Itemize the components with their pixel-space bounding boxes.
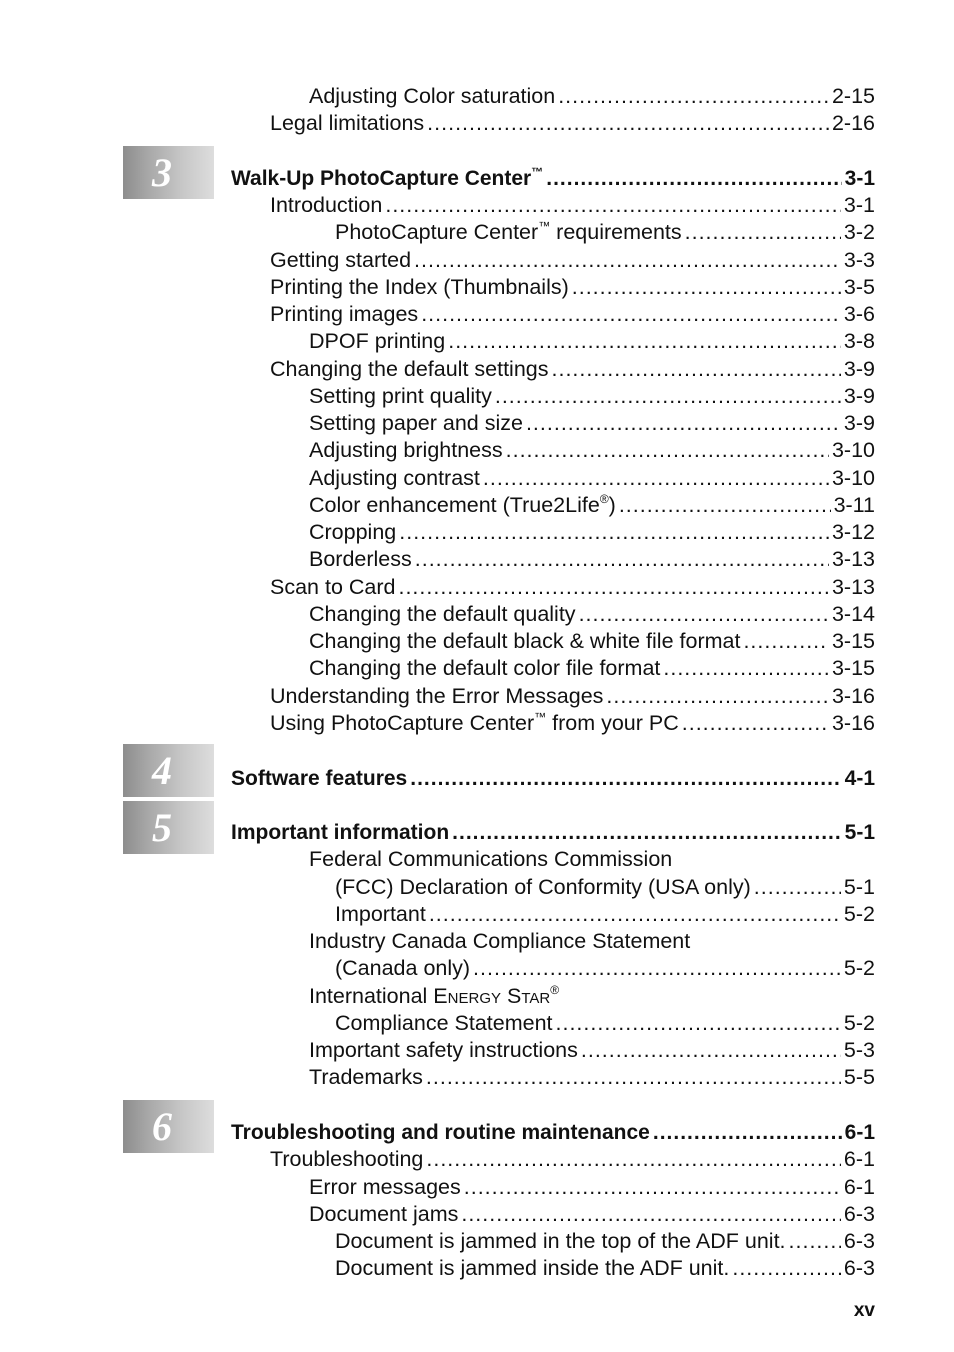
- toc-entry-title: Troubleshooting: [270, 1147, 424, 1171]
- toc-entry-title: Color enhancement (True2Life: [309, 493, 600, 517]
- toc-entry-title: Getting started: [270, 248, 412, 272]
- toc-entry-page: 5-5: [843, 1065, 875, 1089]
- toc-entry-page: 3-1: [843, 193, 875, 217]
- toc-entry-title: Changing the default settings: [270, 357, 549, 381]
- toc-entry-title: (FCC) Declaration of Conformity (USA only): [335, 875, 751, 899]
- toc-entry[interactable]: [270, 247, 875, 274]
- toc-entry-title: Changing the default quality: [309, 602, 576, 626]
- toc-entry-title: Important safety instructions: [309, 1038, 578, 1062]
- toc-entry-page: 6-1: [844, 1121, 875, 1144]
- dot-leader: [506, 437, 829, 464]
- toc-chapter-heading[interactable]: [231, 1119, 875, 1146]
- toc-entry-page: 3-12: [831, 520, 875, 544]
- toc-entry-title: Adjusting contrast: [309, 466, 480, 490]
- title-part: S: [501, 984, 522, 1008]
- dot-leader: [546, 165, 841, 192]
- toc-entry-title: Adjusting Color saturation: [309, 84, 556, 108]
- toc-entry-title: Changing the default color file format: [309, 656, 661, 680]
- toc-entry[interactable]: [309, 492, 875, 519]
- toc-entry[interactable]: [335, 874, 875, 901]
- toc-entry-page: 5-1: [843, 875, 875, 899]
- toc-entry-title: Document is jammed in the top of the ADF unit.: [335, 1229, 786, 1253]
- toc-chapter-heading[interactable]: [231, 819, 875, 846]
- toc-entry[interactable]: [309, 1037, 875, 1064]
- toc-entry-title: Legal limitations: [270, 111, 425, 135]
- dot-leader: [581, 1037, 841, 1064]
- toc-entry-page: 4-1: [844, 767, 875, 790]
- dot-leader: [682, 710, 829, 737]
- dot-leader: [427, 110, 829, 137]
- dot-leader: [572, 274, 841, 301]
- toc-entry[interactable]: [309, 601, 875, 628]
- trademark-mark: ™: [534, 710, 547, 724]
- dot-leader: [398, 574, 828, 601]
- toc-entry[interactable]: [270, 710, 875, 737]
- toc-entry-page: 6-3: [843, 1202, 875, 1226]
- trademark-mark: ™: [531, 165, 544, 179]
- toc-entry-page: 5-1: [844, 821, 875, 844]
- toc-entry[interactable]: [309, 83, 875, 110]
- dot-leader: [579, 601, 829, 628]
- toc-entry-page: 6-3: [843, 1256, 875, 1280]
- toc-entry[interactable]: [270, 274, 875, 301]
- toc-entry[interactable]: [309, 1064, 875, 1091]
- toc-entry-title: Document is jammed inside the ADF unit.: [335, 1256, 730, 1280]
- toc-entry-page: 3-1: [844, 167, 875, 190]
- dot-leader: [619, 492, 831, 519]
- chapter-tab-5: 5: [123, 801, 214, 854]
- toc-entry-page: 3-9: [843, 357, 875, 381]
- toc-entry-title: Software features: [231, 767, 408, 790]
- dot-leader: [410, 765, 841, 792]
- dot-leader: [461, 1201, 841, 1228]
- chapter-tab-6: 6: [123, 1100, 214, 1153]
- registered-mark: ®: [599, 492, 609, 506]
- dot-leader: [663, 655, 829, 682]
- toc-entry-title: Important information: [231, 821, 450, 844]
- dot-leader: [426, 1064, 841, 1091]
- small-caps-part: TAR: [521, 990, 551, 1007]
- toc-entry[interactable]: [309, 1201, 875, 1228]
- dot-leader: [385, 192, 841, 219]
- toc-entry-title-suffix: ): [608, 493, 616, 517]
- title-part: International E: [309, 984, 448, 1008]
- toc-entry-page: 5-2: [843, 1011, 875, 1035]
- toc-entry-page: 3-6: [843, 302, 875, 326]
- chapter-tab-3: 3: [123, 146, 214, 199]
- dot-leader: [743, 628, 829, 655]
- dot-leader: [421, 301, 841, 328]
- dot-leader: [606, 683, 829, 710]
- toc-entry-title: Adjusting brightness: [309, 438, 503, 462]
- toc-entry-page: 3-3: [843, 248, 875, 272]
- toc-entry[interactable]: [309, 655, 875, 682]
- toc-entry-page: 5-3: [843, 1038, 875, 1062]
- toc-entry-title: Introduction: [270, 193, 383, 217]
- toc-entry[interactable]: [335, 1228, 875, 1255]
- toc-entry[interactable]: [335, 1255, 875, 1282]
- toc-entry[interactable]: [270, 110, 875, 137]
- toc-entry[interactable]: [309, 437, 875, 464]
- toc-entry[interactable]: [270, 574, 875, 601]
- dot-leader: [483, 465, 829, 492]
- dot-leader: [552, 356, 841, 383]
- toc-chapter-heading[interactable]: [231, 765, 875, 792]
- toc-entry-title: Cropping: [309, 520, 397, 544]
- toc-entry-title: Printing the Index (Thumbnails): [270, 275, 569, 299]
- dot-leader: [789, 1228, 841, 1255]
- toc-entry-page: 3-16: [831, 684, 875, 708]
- toc-entry[interactable]: [309, 328, 875, 355]
- dot-leader: [732, 1255, 841, 1282]
- toc-entry-page: 3-15: [831, 656, 875, 680]
- toc-entry-page: 3-14: [831, 602, 875, 626]
- toc-entry[interactable]: [309, 465, 875, 492]
- toc-entry-title: Changing the default black & white file format: [309, 629, 741, 653]
- dot-leader: [452, 819, 841, 846]
- dot-leader: [653, 1119, 842, 1146]
- toc-entry-title: Setting print quality: [309, 384, 492, 408]
- toc-entry-page: 3-16: [831, 711, 875, 735]
- toc-entry[interactable]: [309, 383, 875, 410]
- toc-entry[interactable]: [335, 901, 875, 928]
- toc-entry-title: Important: [335, 902, 426, 926]
- toc-entry[interactable]: [270, 301, 875, 328]
- toc-entry-page: 3-13: [831, 547, 875, 571]
- toc-entry[interactable]: [335, 955, 875, 982]
- toc-entry-title: Printing images: [270, 302, 419, 326]
- dot-leader: [685, 219, 841, 246]
- dot-leader: [429, 901, 841, 928]
- toc-entry-title: Scan to Card: [270, 575, 396, 599]
- dot-leader: [464, 1174, 841, 1201]
- registered-mark: ®: [550, 983, 560, 997]
- dot-leader: [473, 955, 841, 982]
- small-caps-part: NERGY: [447, 990, 501, 1007]
- toc-entry-page: 5-2: [843, 956, 875, 980]
- toc-entry-page: 3-9: [843, 411, 875, 435]
- toc-entry-title: Error messages: [309, 1175, 461, 1199]
- toc-entry-title-line: Federal Communications Commission: [309, 847, 673, 871]
- dot-leader: [399, 519, 829, 546]
- toc-entry-page: 3-5: [843, 275, 875, 299]
- toc-entry-title: Trademarks: [309, 1065, 423, 1089]
- dot-leader: [556, 1010, 841, 1037]
- toc-entry-page: 6-1: [843, 1147, 875, 1171]
- toc-chapter-heading[interactable]: [231, 165, 875, 192]
- dot-leader: [448, 328, 841, 355]
- toc-entry-page: 3-8: [843, 329, 875, 353]
- toc-entry-page: 3-11: [833, 493, 875, 517]
- dot-leader: [754, 874, 841, 901]
- chapter-tab-4: 4: [123, 744, 214, 797]
- toc-entry-title: Compliance Statement: [335, 1011, 553, 1035]
- trademark-mark: ™: [538, 219, 551, 233]
- dot-leader: [426, 1146, 841, 1173]
- toc-entry-page: 3-10: [831, 438, 875, 462]
- toc-entry-title: DPOF printing: [309, 329, 446, 353]
- toc-entry[interactable]: [309, 410, 875, 437]
- toc-entry-title: Troubleshooting and routine maintenance: [231, 1121, 650, 1144]
- dot-leader: [558, 83, 829, 110]
- toc-entry-page: 2-15: [831, 84, 875, 108]
- toc-entry[interactable]: [309, 546, 875, 573]
- toc-entry-page: 3-13: [831, 575, 875, 599]
- page-number: xv: [853, 1300, 875, 1321]
- toc-entry[interactable]: [309, 628, 875, 655]
- toc-entry-page: 5-2: [843, 902, 875, 926]
- toc-entry[interactable]: [309, 1174, 875, 1201]
- toc-entry-page: 2-16: [831, 111, 875, 135]
- toc-entry-page: 3-2: [843, 220, 875, 244]
- toc-entry-title: Walk-Up PhotoCapture Center: [231, 167, 532, 190]
- dot-leader: [415, 546, 829, 573]
- dot-leader: [526, 410, 841, 437]
- toc-entry-title: Setting paper and size: [309, 411, 523, 435]
- toc-entry-title: Document jams: [309, 1202, 459, 1226]
- toc-entry-title: Understanding the Error Messages: [270, 684, 604, 708]
- dot-leader: [495, 383, 841, 410]
- toc-entry-page: 3-9: [843, 384, 875, 408]
- toc-entry[interactable]: [270, 356, 875, 383]
- toc-entry-page: 3-10: [831, 466, 875, 490]
- toc-entry-title: PhotoCapture Center: [335, 220, 539, 244]
- dot-leader: [414, 247, 841, 274]
- toc-entry-page: 6-1: [843, 1175, 875, 1199]
- toc-entry[interactable]: [335, 219, 875, 246]
- toc-entry-page: 3-15: [831, 629, 875, 653]
- toc-entry[interactable]: [270, 683, 875, 710]
- toc-entry-title: Using PhotoCapture Center: [270, 711, 535, 735]
- toc-entry[interactable]: [309, 519, 875, 546]
- toc-entry-title-line: [309, 983, 559, 1012]
- toc-entry-page: 6-3: [843, 1229, 875, 1253]
- toc-entry[interactable]: [270, 192, 875, 219]
- toc-entry-title: Borderless: [309, 547, 412, 571]
- toc-entry-title-line: Industry Canada Compliance Statement: [309, 929, 691, 953]
- toc-entry[interactable]: [335, 1010, 875, 1037]
- toc-entry[interactable]: [270, 1146, 875, 1173]
- toc-entry-title-suffix: from your PC: [546, 711, 679, 735]
- toc-entry-title-suffix: requirements: [550, 220, 682, 244]
- toc-entry-title: (Canada only): [335, 956, 471, 980]
